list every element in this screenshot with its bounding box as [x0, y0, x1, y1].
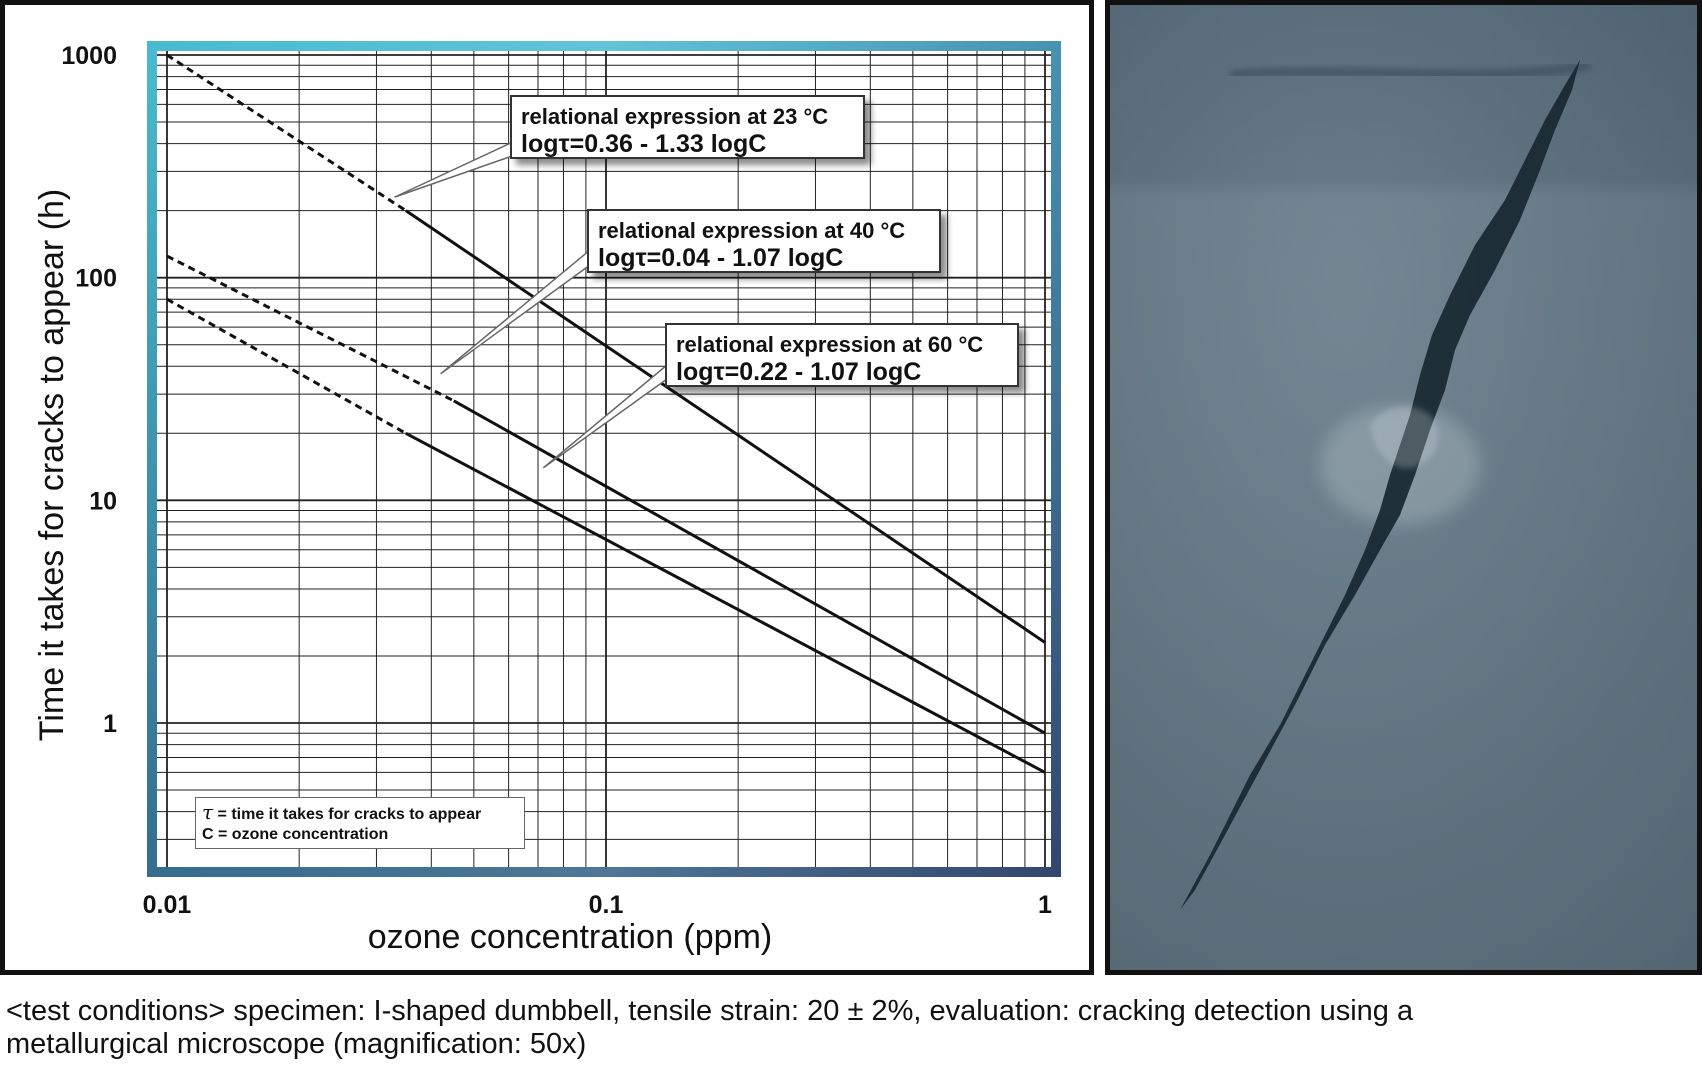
micrograph-image: [1110, 5, 1697, 970]
callout-60c-formula: logτ=0.22 - 1.07 logC: [676, 358, 922, 386]
callout-23c-formula: logτ=0.36 - 1.33 logC: [521, 130, 767, 158]
y-tick-label: 1: [103, 710, 117, 738]
y-axis-title: Time it takes for cracks to appear (h): [33, 188, 71, 742]
legend-tau-symbol: τ: [202, 800, 214, 824]
x-tick-label: 0.01: [142, 891, 192, 919]
x-tick-label: 0.1: [588, 891, 624, 919]
y-tick-label: 10: [89, 487, 117, 516]
micrograph-photo: [1105, 0, 1702, 975]
callout-23c: [510, 95, 865, 159]
caption: [6, 995, 1696, 1061]
legend-tau-text: = time it takes for cracks to appear: [217, 806, 482, 823]
callout-60c-title: relational expression at 60 °C: [676, 332, 984, 357]
callout-40c-formula: logτ=0.04 - 1.07 logC: [598, 244, 844, 272]
x-axis-title: ozone concentration (ppm): [367, 918, 773, 956]
callout-40c: [587, 209, 941, 273]
callout-60c: [665, 323, 1019, 387]
caption-line-2: metallurgical microscope (magnification: 50x): [6, 1028, 587, 1060]
legend-box: [195, 797, 525, 849]
plot-frame: [147, 41, 1061, 877]
x-tick-label: 1: [1038, 891, 1052, 919]
callout-40c-title: relational expression at 40 °C: [598, 218, 906, 243]
legend-tau-line: [202, 802, 518, 825]
callout-23c-title: relational expression at 23 °C: [521, 104, 829, 129]
legend-c-line: C = ozone concentration: [202, 826, 389, 843]
y-tick-label: 100: [75, 264, 117, 293]
y-tick-label: 1000: [61, 42, 117, 70]
caption-line-1: <test conditions> specimen: I-shaped dumbbell, tensile strain: 20 ± 2%, evaluation: cracking detection using a: [6, 995, 1414, 1027]
